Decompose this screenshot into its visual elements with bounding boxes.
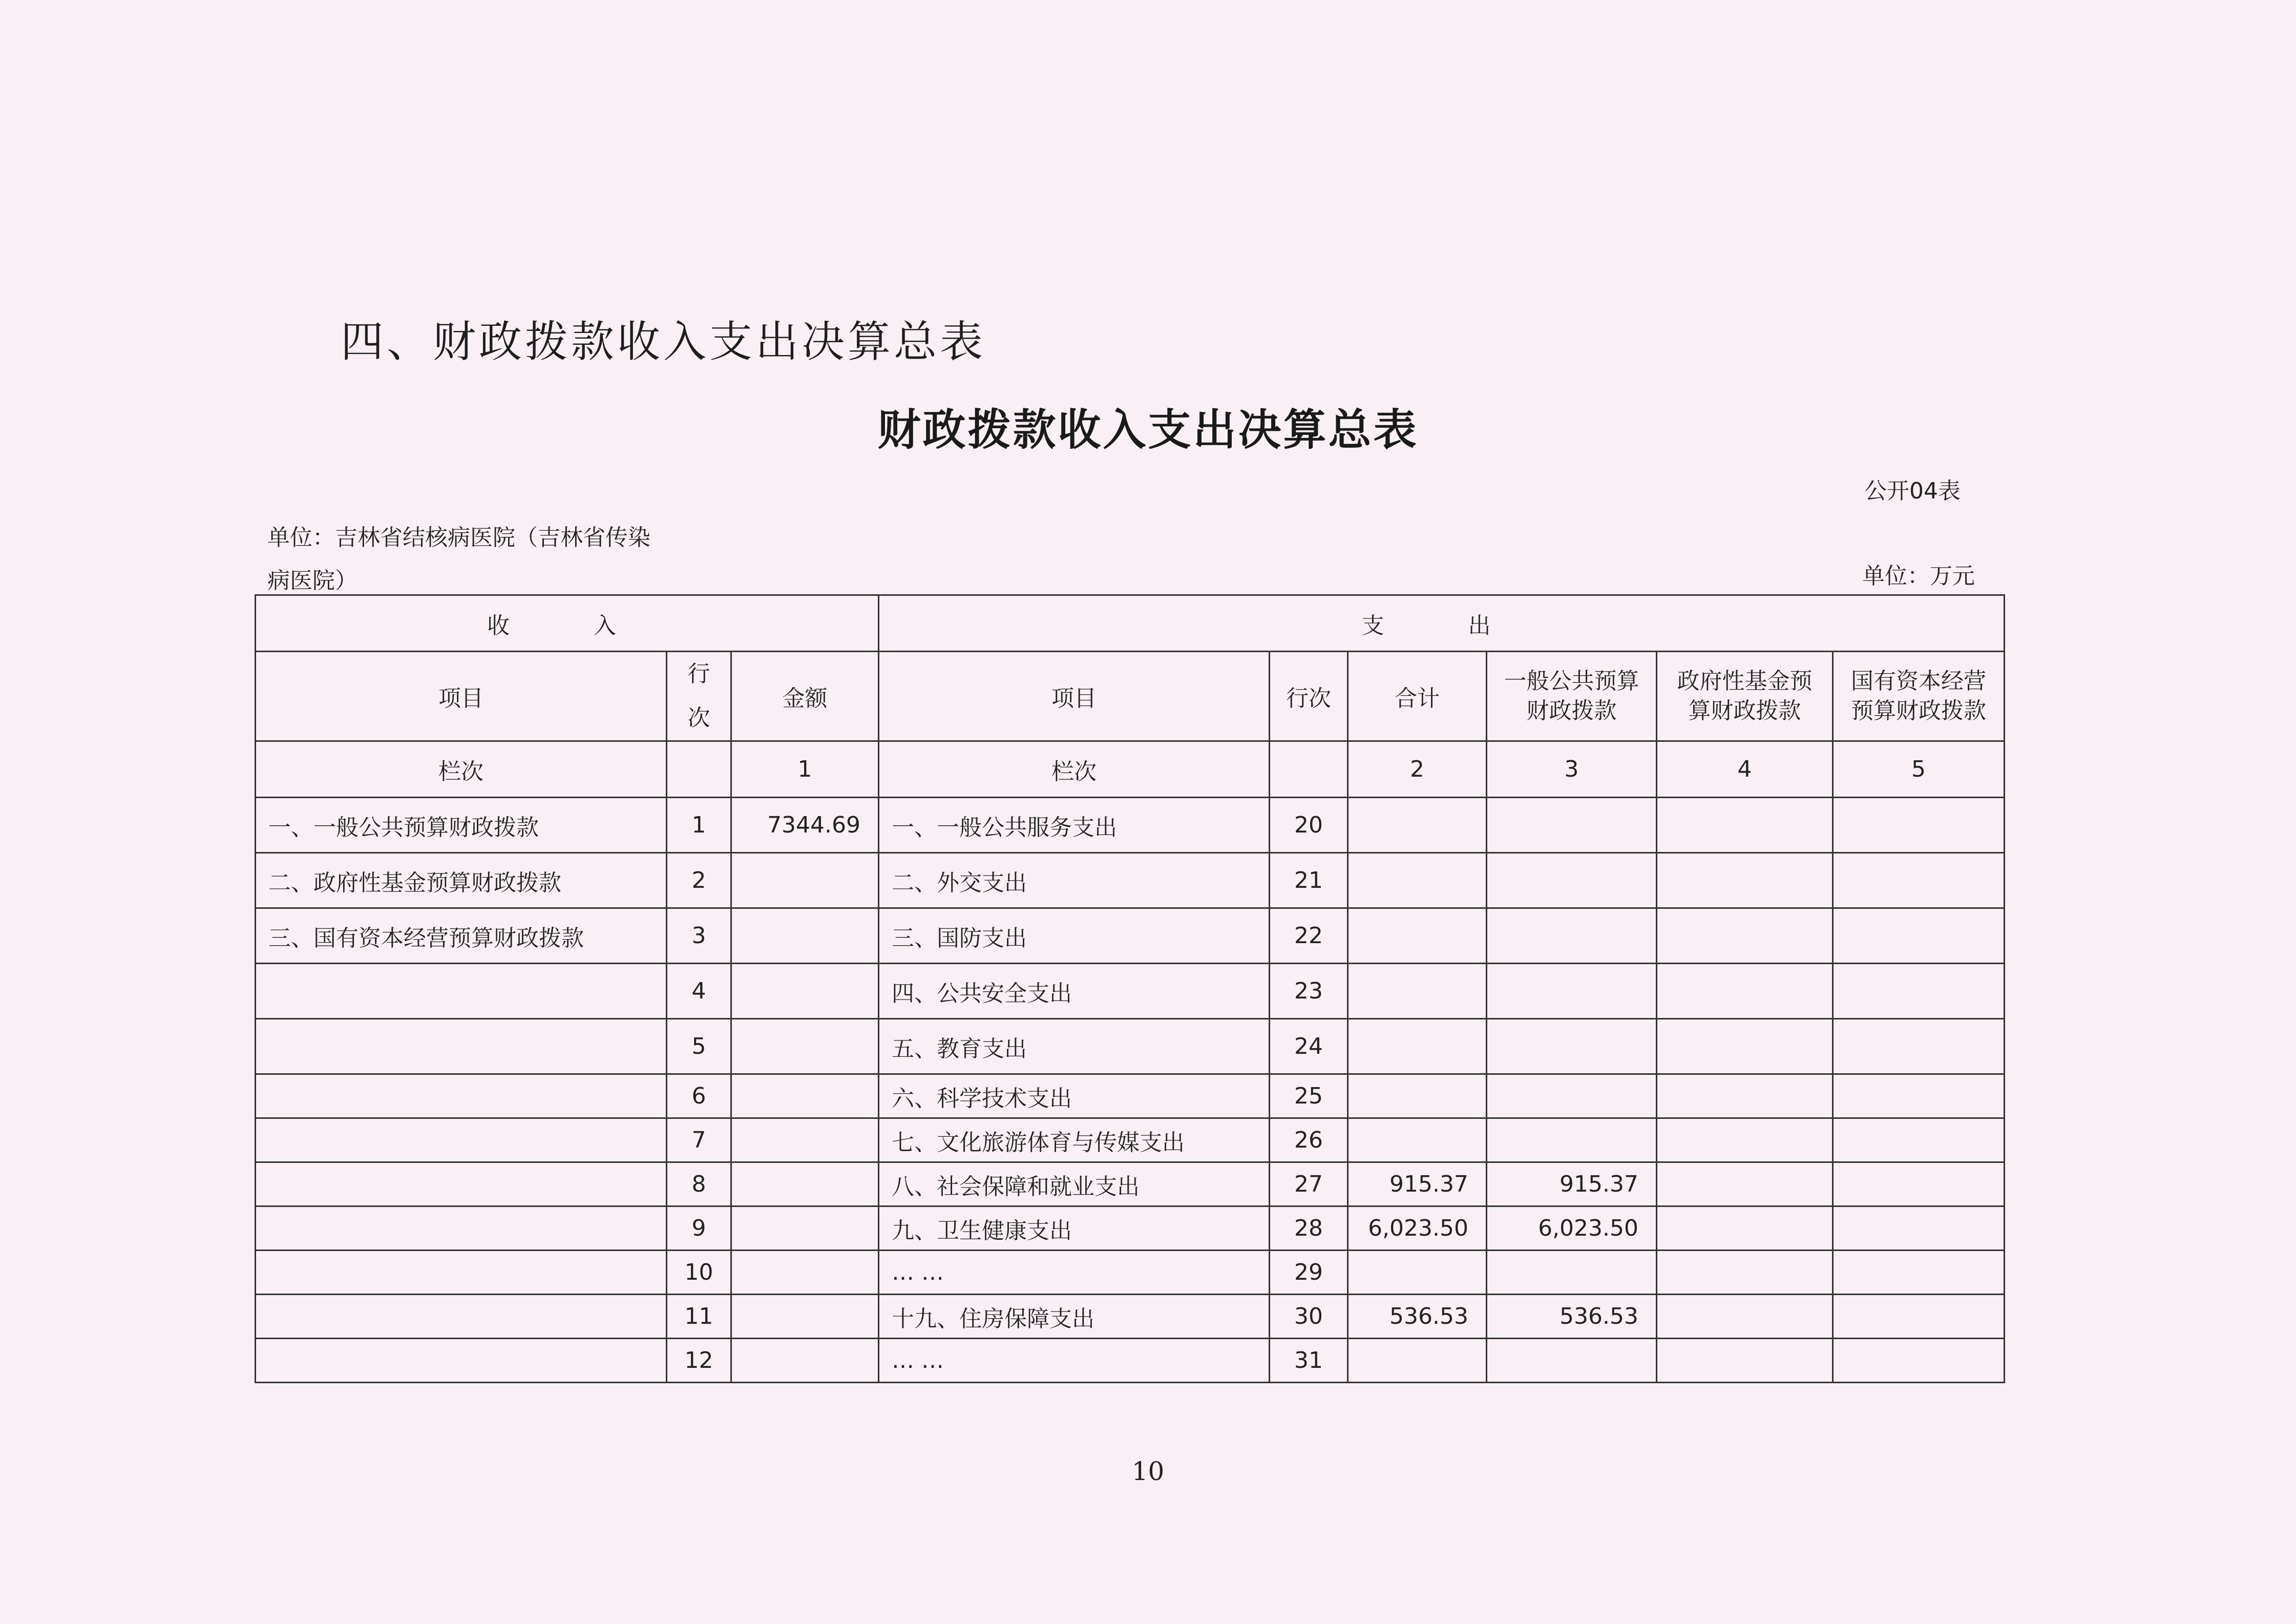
money-unit: 单位：万元 xyxy=(1862,563,1975,589)
table-row xyxy=(256,1295,2005,1339)
income-line-cell: 11 xyxy=(667,1295,731,1339)
income-amount-cell xyxy=(731,1162,879,1206)
income-amount-cell xyxy=(731,853,879,908)
state-capital-header xyxy=(1833,652,2005,741)
income-line-cell: 2 xyxy=(667,853,731,908)
org-unit-line2: 病医院） xyxy=(267,568,357,594)
income-line-cell: 7 xyxy=(667,1118,731,1162)
income-item-cell xyxy=(256,1019,667,1074)
income-line-cell: 1 xyxy=(667,798,731,853)
general-budget-cell xyxy=(1487,1019,1657,1074)
column-header-row xyxy=(256,652,2005,741)
table-row xyxy=(256,1339,2005,1383)
form-code: 公开04表 xyxy=(1864,478,1961,504)
table-row xyxy=(256,1019,2005,1074)
income-amount-cell xyxy=(731,1206,879,1251)
income-group-header: 收 入 xyxy=(256,595,879,652)
income-amount-cell xyxy=(731,964,879,1019)
state-capital-cell xyxy=(1833,798,2005,853)
page-number: 10 xyxy=(1131,1456,1165,1486)
expense-line-cell: 27 xyxy=(1270,1162,1348,1206)
budget-table-body xyxy=(256,595,2005,1383)
total-cell xyxy=(1348,1339,1487,1383)
expense-line-cell: 30 xyxy=(1270,1295,1348,1339)
gov-fund-cell xyxy=(1657,1295,1833,1339)
table-row xyxy=(256,1162,2005,1206)
expense-item-cell: … … xyxy=(879,1251,1270,1295)
income-item-cell xyxy=(256,964,667,1019)
gov-fund-cell xyxy=(1657,1339,1833,1383)
general-budget-cell xyxy=(1487,964,1657,1019)
total-cell: 915.37 xyxy=(1348,1162,1487,1206)
state-capital-cell xyxy=(1833,1162,2005,1206)
general-budget-cell xyxy=(1487,1074,1657,1118)
income-item-cell xyxy=(256,1162,667,1206)
general-budget-header xyxy=(1487,652,1657,741)
gov-fund-cell xyxy=(1657,1206,1833,1251)
expense-item-cell: 三、国防支出 xyxy=(879,908,1270,964)
expense-item-cell: 二、外交支出 xyxy=(879,853,1270,908)
table-row xyxy=(256,1074,2005,1118)
total-cell xyxy=(1348,853,1487,908)
income-col-label: 栏次 xyxy=(256,741,667,798)
state-capital-cell xyxy=(1833,853,2005,908)
income-item-cell xyxy=(256,1339,667,1383)
table-row xyxy=(256,1206,2005,1251)
general-budget-cell: 6,023.50 xyxy=(1487,1206,1657,1251)
income-amount-cell xyxy=(731,1295,879,1339)
income-line-cell: 8 xyxy=(667,1162,731,1206)
expense-item-cell: 一、一般公共服务支出 xyxy=(879,798,1270,853)
income-line-cell: 3 xyxy=(667,908,731,964)
expense-group-header: 支 出 xyxy=(879,595,2005,652)
state-capital-cell xyxy=(1833,908,2005,964)
expense-line-cell: 21 xyxy=(1270,853,1348,908)
expense-item-cell: 九、卫生健康支出 xyxy=(879,1206,1270,1251)
table-row xyxy=(256,1251,2005,1295)
income-amount-cell xyxy=(731,1339,879,1383)
table-row xyxy=(256,964,2005,1019)
income-item-cell: 二、政府性基金预算财政拨款 xyxy=(256,853,667,908)
state-capital-col-number: 5 xyxy=(1833,741,2005,798)
gov-fund-cell xyxy=(1657,1074,1833,1118)
income-amount-cell xyxy=(731,908,879,964)
total-cell xyxy=(1348,1251,1487,1295)
table-row xyxy=(256,908,2005,964)
total-col-number: 2 xyxy=(1348,741,1487,798)
table-row xyxy=(256,798,2005,853)
general-col-number: 3 xyxy=(1487,741,1657,798)
general-budget-header-a: 一般公共预算 xyxy=(1504,668,1639,694)
expense-item-cell: 四、公共安全支出 xyxy=(879,964,1270,1019)
gov-fund-header-b: 算财政拨款 xyxy=(1688,698,1801,724)
expense-line-cell: 29 xyxy=(1270,1251,1348,1295)
general-budget-cell xyxy=(1487,1251,1657,1295)
expense-line-cell: 22 xyxy=(1270,908,1348,964)
total-cell xyxy=(1348,964,1487,1019)
gov-fund-header xyxy=(1657,652,1833,741)
total-cell xyxy=(1348,1019,1487,1074)
general-budget-cell: 915.37 xyxy=(1487,1162,1657,1206)
income-item-header: 项目 xyxy=(256,652,667,741)
general-budget-cell xyxy=(1487,908,1657,964)
expense-item-cell: 五、教育支出 xyxy=(879,1019,1270,1074)
state-capital-cell xyxy=(1833,1251,2005,1295)
expense-line-cell: 25 xyxy=(1270,1074,1348,1118)
org-unit-line1: 单位：吉林省结核病医院（吉林省传染 xyxy=(267,525,650,551)
income-amount-cell xyxy=(731,1019,879,1074)
general-budget-cell xyxy=(1487,1118,1657,1162)
total-cell: 536.53 xyxy=(1348,1295,1487,1339)
income-line-cell: 4 xyxy=(667,964,731,1019)
expense-item-header: 项目 xyxy=(879,652,1270,741)
income-line-header-b: 次 xyxy=(687,705,710,731)
income-amount-cell: 7344.69 xyxy=(731,798,879,853)
expense-line-cell: 26 xyxy=(1270,1118,1348,1162)
income-amount-cell xyxy=(731,1118,879,1162)
table-row xyxy=(256,1118,2005,1162)
expense-line-cell: 31 xyxy=(1270,1339,1348,1383)
expense-line-header: 行次 xyxy=(1270,652,1348,741)
income-amount-col-number: 1 xyxy=(731,741,879,798)
income-line-cell: 5 xyxy=(667,1019,731,1074)
income-line-cell: 12 xyxy=(667,1339,731,1383)
group-header-row xyxy=(256,595,2005,652)
expense-col-label: 栏次 xyxy=(879,741,1270,798)
state-capital-cell xyxy=(1833,964,2005,1019)
income-amount-cell xyxy=(731,1251,879,1295)
income-amount-header: 金额 xyxy=(731,652,879,741)
total-cell xyxy=(1348,798,1487,853)
gov-fund-cell xyxy=(1657,908,1833,964)
gov-fund-cell xyxy=(1657,798,1833,853)
income-line-cell: 10 xyxy=(667,1251,731,1295)
expense-item-cell: 八、社会保障和就业支出 xyxy=(879,1162,1270,1206)
state-capital-header-a: 国有资本经营 xyxy=(1851,668,1987,694)
expense-line-col-number xyxy=(1270,741,1348,798)
general-budget-cell xyxy=(1487,853,1657,908)
expense-item-cell: 七、文化旅游体育与传媒支出 xyxy=(879,1118,1270,1162)
gov-fund-cell xyxy=(1657,964,1833,1019)
income-line-header xyxy=(667,652,731,741)
gov-fund-col-number: 4 xyxy=(1657,741,1833,798)
income-item-cell: 一、一般公共预算财政拨款 xyxy=(256,798,667,853)
gov-fund-header-a: 政府性基金预 xyxy=(1677,668,1813,694)
column-number-row xyxy=(256,741,2005,798)
income-item-cell: 三、国有资本经营预算财政拨款 xyxy=(256,908,667,964)
income-item-cell xyxy=(256,1251,667,1295)
total-header: 合计 xyxy=(1348,652,1487,741)
income-line-header-a: 行 xyxy=(687,661,710,687)
table-row xyxy=(256,853,2005,908)
expense-line-cell: 24 xyxy=(1270,1019,1348,1074)
expense-line-cell: 23 xyxy=(1270,964,1348,1019)
general-budget-header-b: 财政拨款 xyxy=(1526,698,1617,724)
income-item-cell xyxy=(256,1074,667,1118)
table-title: 财政拨款收入支出决算总表 xyxy=(877,404,1419,455)
state-capital-cell xyxy=(1833,1019,2005,1074)
gov-fund-cell xyxy=(1657,853,1833,908)
total-cell: 6,023.50 xyxy=(1348,1206,1487,1251)
org-unit xyxy=(267,516,677,602)
state-capital-cell xyxy=(1833,1339,2005,1383)
total-cell xyxy=(1348,908,1487,964)
general-budget-cell: 536.53 xyxy=(1487,1295,1657,1339)
income-item-cell xyxy=(256,1295,667,1339)
state-capital-cell xyxy=(1833,1074,2005,1118)
expense-line-cell: 20 xyxy=(1270,798,1348,853)
gov-fund-cell xyxy=(1657,1019,1833,1074)
expense-item-cell: 十九、住房保障支出 xyxy=(879,1295,1270,1339)
state-capital-cell xyxy=(1833,1206,2005,1251)
total-cell xyxy=(1348,1074,1487,1118)
income-line-cell: 9 xyxy=(667,1206,731,1251)
state-capital-header-b: 预算财政拨款 xyxy=(1851,698,1987,724)
expense-item-cell: … … xyxy=(879,1339,1270,1383)
income-line-cell: 6 xyxy=(667,1074,731,1118)
gov-fund-cell xyxy=(1657,1162,1833,1206)
general-budget-cell xyxy=(1487,798,1657,853)
expense-item-cell: 六、科学技术支出 xyxy=(879,1074,1270,1118)
state-capital-cell xyxy=(1833,1118,2005,1162)
total-cell xyxy=(1348,1118,1487,1162)
gov-fund-cell xyxy=(1657,1118,1833,1162)
section-heading: 四、财政拨款收入支出决算总表 xyxy=(341,317,986,367)
income-line-col-number xyxy=(667,741,731,798)
general-budget-cell xyxy=(1487,1339,1657,1383)
income-amount-cell xyxy=(731,1074,879,1118)
income-item-cell xyxy=(256,1206,667,1251)
expense-line-cell: 28 xyxy=(1270,1206,1348,1251)
state-capital-cell xyxy=(1833,1295,2005,1339)
income-item-cell xyxy=(256,1118,667,1162)
budget-table xyxy=(255,594,2005,1383)
gov-fund-cell xyxy=(1657,1251,1833,1295)
